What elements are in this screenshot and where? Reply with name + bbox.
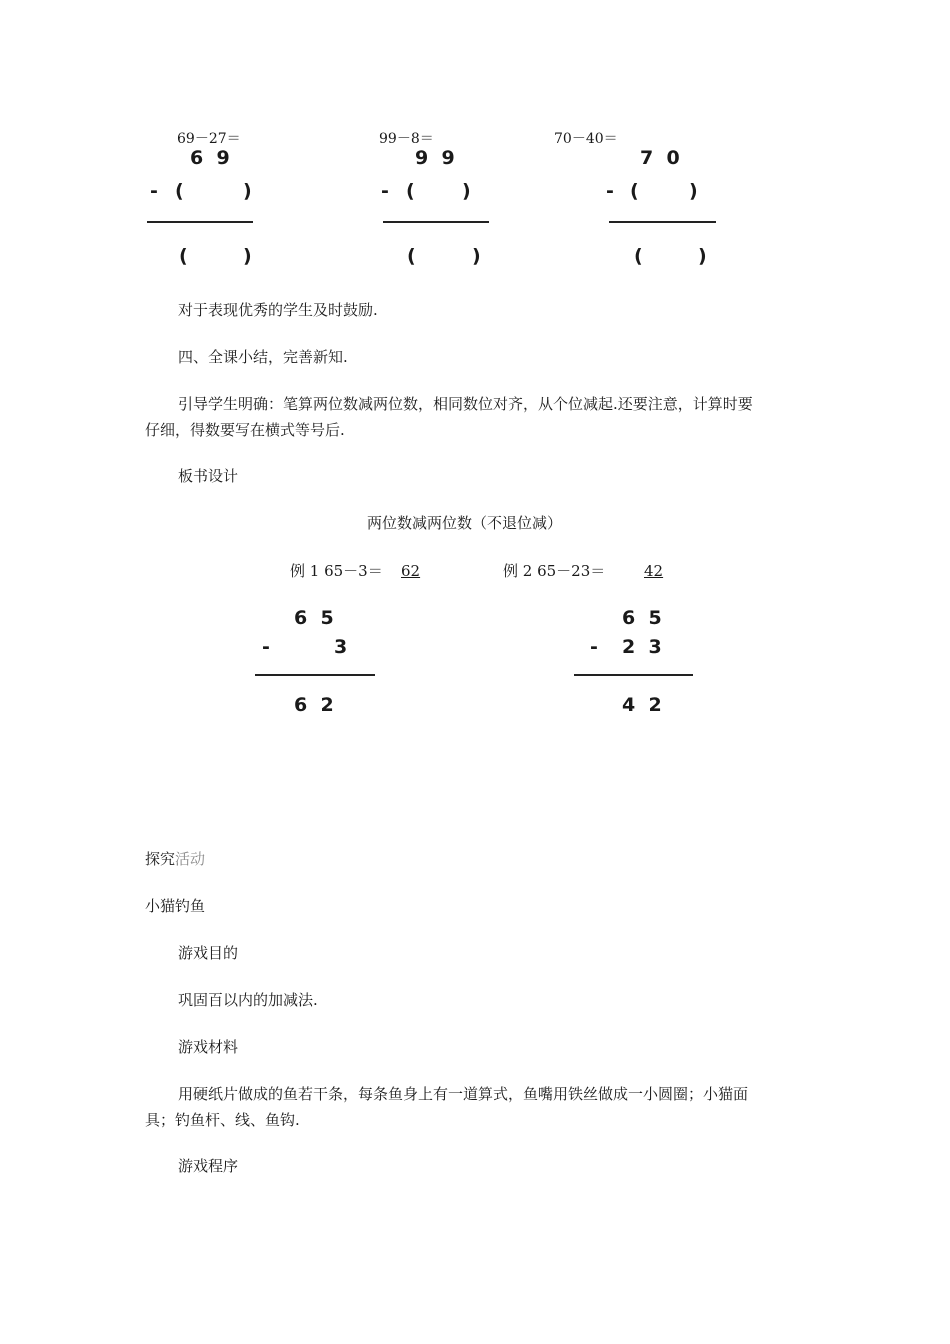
goal-heading: 游戏目的 (178, 944, 239, 962)
minuend-digits: 6 5 (622, 607, 662, 629)
game-title: 小猫钓鱼 (145, 897, 206, 915)
guide-text-line2: 仔细，得数要写在横式等号后. (145, 421, 345, 439)
open-paren: ( (406, 180, 415, 202)
minus-sign: - (150, 180, 158, 202)
summary-heading: 四、全课小结，完善新知. (178, 348, 348, 366)
guide-text-line1: 引导学生明确：笔算两位数减两位数，相同数位对齐，从个位减起.还要注意，计算时要 (178, 395, 753, 413)
materials-text-line2: 具；钓鱼杆、线、鱼钩. (145, 1111, 300, 1129)
activity-heading (145, 849, 205, 869)
example-label: 例 2 65－23＝ (503, 562, 606, 580)
materials-heading: 游戏材料 (178, 1038, 239, 1056)
divider-line (609, 221, 716, 223)
minus-sign: - (262, 636, 270, 658)
result-digits: 4 2 (622, 694, 662, 716)
answer-open-paren: ( (407, 245, 416, 267)
answer-open-paren: ( (179, 245, 188, 267)
subtrahend-digits: 3 (334, 636, 348, 658)
materials-text-line1: 用硬纸片做成的鱼若干条，每条鱼身上有一道算式，鱼嘴用铁丝做成一小圆圈；小猫面 (178, 1085, 749, 1103)
open-paren: ( (630, 180, 639, 202)
answer-close-paren: ) (698, 245, 707, 267)
minus-sign: - (590, 636, 598, 658)
divider-line (574, 674, 693, 676)
answer-open-paren: ( (634, 245, 643, 267)
answer-close-paren: ) (472, 245, 481, 267)
minus-sign: - (606, 180, 614, 202)
goal-text: 巩固百以内的加减法. (178, 991, 318, 1009)
equation-text: 99－8＝ (379, 131, 434, 147)
activity-heading-gray: 活动 (175, 850, 206, 868)
board-title: 两位数减两位数（不退位减） (367, 514, 563, 532)
close-paren: ) (243, 180, 252, 202)
example-label: 例 1 65－3＝ (290, 562, 383, 580)
encourage-text: 对于表现优秀的学生及时鼓励. (178, 301, 378, 319)
minuend-digits: 7 0 (640, 147, 680, 169)
result-digits: 6 2 (294, 694, 334, 716)
answer-close-paren: ) (243, 245, 252, 267)
example-answer: 62 (401, 562, 421, 580)
minus-sign: - (381, 180, 389, 202)
procedure-heading: 游戏程序 (178, 1157, 239, 1175)
minuend-digits: 6 9 (190, 147, 230, 169)
subtrahend-digits: 2 3 (622, 636, 662, 658)
close-paren: ) (689, 180, 698, 202)
example-answer: 42 (644, 562, 664, 580)
divider-line (255, 674, 375, 676)
activity-heading-black: 探究 (145, 850, 176, 868)
divider-line (383, 221, 489, 223)
close-paren: ) (462, 180, 471, 202)
open-paren: ( (175, 180, 184, 202)
minuend-digits: 6 5 (294, 607, 334, 629)
minuend-digits: 9 9 (415, 147, 455, 169)
equation-text: 70－40＝ (554, 131, 618, 147)
divider-line (147, 221, 253, 223)
board-design-heading: 板书设计 (178, 467, 239, 485)
equation-text: 69－27＝ (177, 131, 241, 147)
